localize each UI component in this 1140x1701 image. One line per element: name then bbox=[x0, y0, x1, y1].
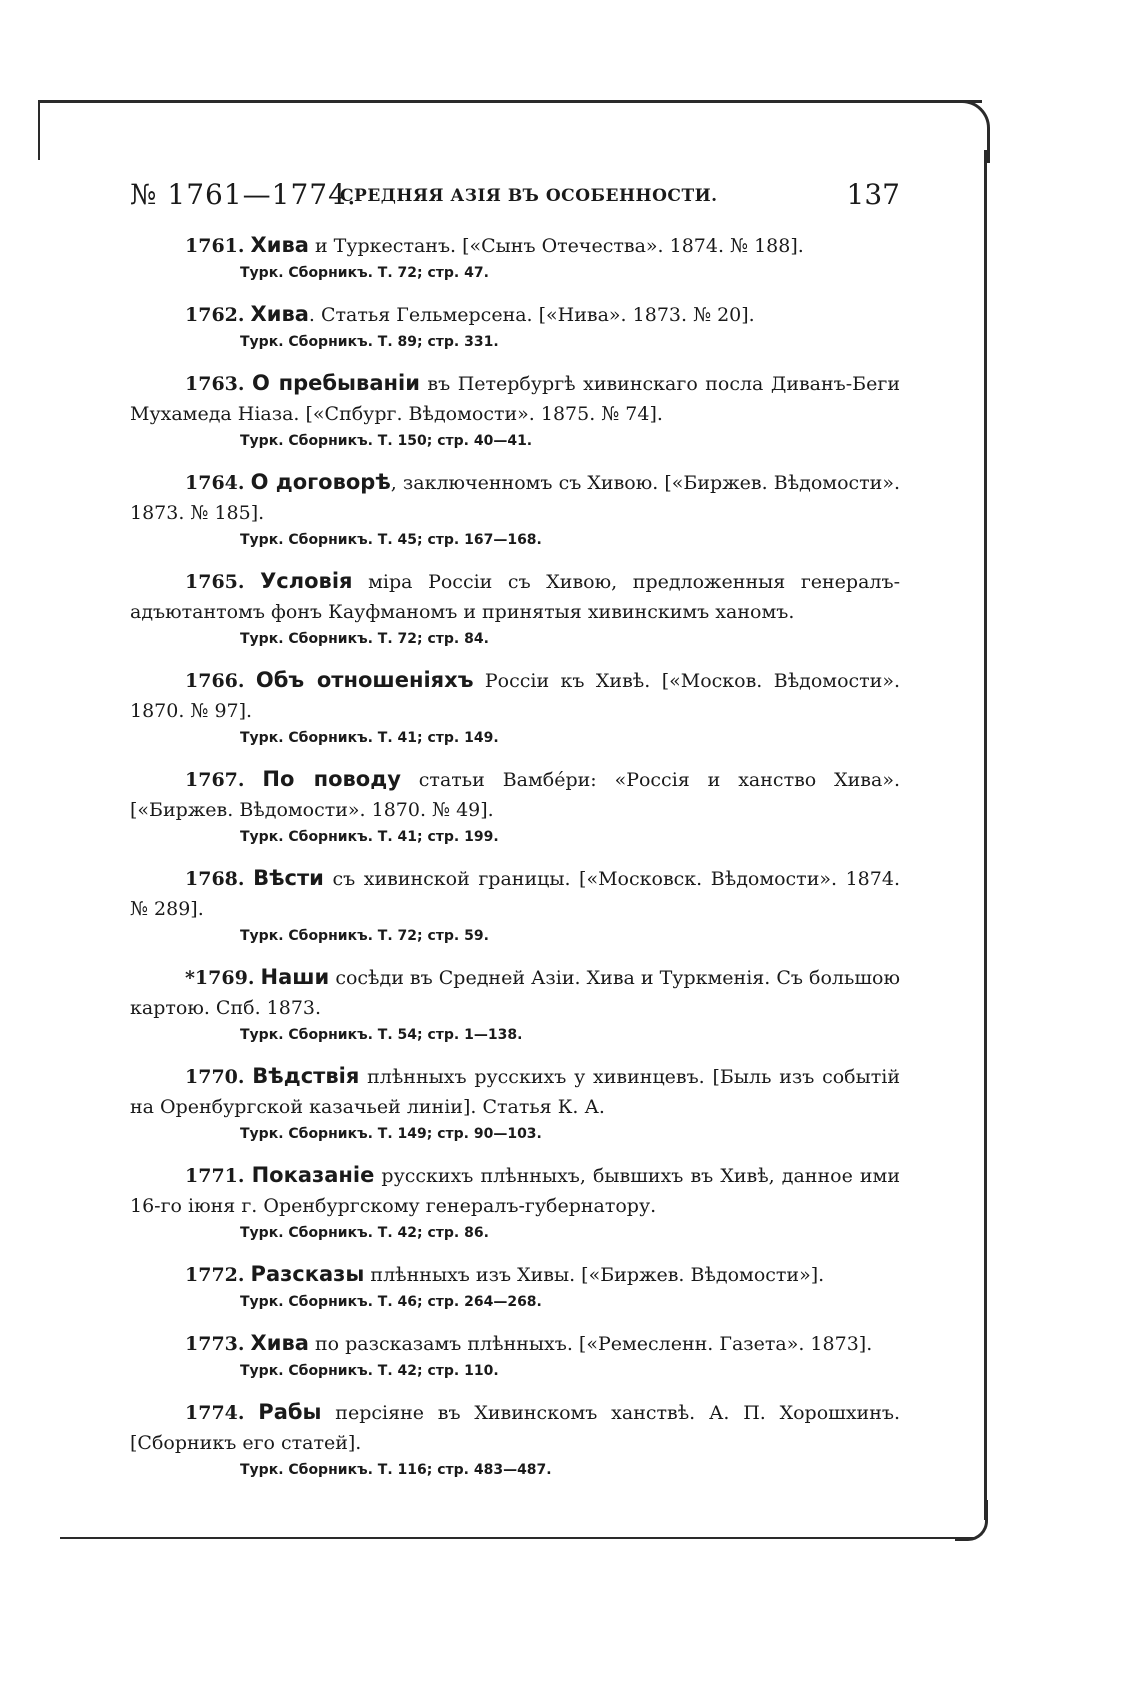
entry-text bbox=[130, 665, 900, 726]
entry-source: Турк. Сборникъ. Т. 54; стр. 1—138. bbox=[240, 1027, 523, 1043]
entry-source: Турк. Сборникъ. Т. 41; стр. 199. bbox=[240, 829, 499, 845]
entry-source: Турк. Сборникъ. Т. 45; стр. 167—168. bbox=[240, 532, 542, 548]
entry-body: въ Петербургѣ хивинскаго посла Диванъ-Беги Мухамеда Ніаза. [«Спбург. Вѣдомости». 1875. № 74]. bbox=[130, 373, 901, 425]
entry-source: Турк. Сборникъ. Т. 89; стр. 331. bbox=[240, 334, 499, 350]
entry-text bbox=[130, 230, 900, 261]
bibliography-entries bbox=[130, 230, 900, 1496]
entry-body: статьи Вамбéри: «Россія и ханство Хива». [«Биржев. Вѣдомости». 1870. № 49]. bbox=[130, 769, 900, 821]
entry-number: 1767. bbox=[185, 769, 245, 791]
entry-text bbox=[130, 467, 900, 528]
entry-1772 bbox=[130, 1259, 900, 1314]
entry-1773 bbox=[130, 1328, 900, 1383]
entry-body: съ хивинской границы. [«Московск. Вѣдомости». 1874. № 289]. bbox=[130, 868, 900, 920]
entry-1762 bbox=[130, 299, 900, 354]
entry-1764 bbox=[130, 467, 900, 552]
entry-keyword: По поводу bbox=[262, 767, 401, 791]
entry-text bbox=[130, 1397, 900, 1458]
entry-1769 bbox=[130, 962, 900, 1047]
entry-number: 1765. bbox=[185, 571, 245, 593]
frame-right-line bbox=[984, 150, 987, 1520]
entry-1767 bbox=[130, 764, 900, 849]
entry-number: 1761. bbox=[185, 235, 245, 257]
entry-source: Турк. Сборникъ. Т. 46; стр. 264—268. bbox=[240, 1294, 542, 1310]
entry-number: 1762. bbox=[185, 304, 245, 326]
entry-keyword: Хива bbox=[250, 233, 309, 257]
entry-text bbox=[130, 1328, 900, 1359]
entry-keyword: Объ отношеніяхъ bbox=[255, 668, 474, 692]
entry-number: 1773. bbox=[185, 1333, 245, 1355]
entry-text bbox=[130, 299, 900, 330]
entry-body: плѣнныхъ русскихъ у хивинцевъ. [Быль изъ событій на Оренбургской казачьей линіи]. Статья К. А. bbox=[130, 1066, 900, 1118]
entry-number: *1769. bbox=[185, 967, 255, 989]
entry-keyword: Наши bbox=[260, 965, 330, 989]
entry-keyword: О пребываніи bbox=[252, 371, 420, 395]
frame-bottom-line bbox=[60, 1537, 975, 1539]
entry-keyword: О договорѣ bbox=[250, 470, 391, 494]
entry-source: Турк. Сборникъ. Т. 42; стр. 110. bbox=[240, 1363, 499, 1379]
entry-source: Турк. Сборникъ. Т. 41; стр. 149. bbox=[240, 730, 499, 746]
entry-1774 bbox=[130, 1397, 900, 1482]
entry-body: сосѣди въ Средней Азіи. Хива и Туркменія. Съ большою картою. Спб. 1873. bbox=[130, 967, 900, 1019]
entry-keyword: Показаніе bbox=[251, 1163, 375, 1187]
entry-source: Турк. Сборникъ. Т. 42; стр. 86. bbox=[240, 1225, 489, 1241]
entry-keyword: Разсказы bbox=[250, 1262, 365, 1286]
entry-source: Турк. Сборникъ. Т. 149; стр. 90—103. bbox=[240, 1126, 542, 1142]
entry-1761 bbox=[130, 230, 900, 285]
entry-text bbox=[130, 1160, 900, 1221]
entry-source: Турк. Сборникъ. Т. 72; стр. 84. bbox=[240, 631, 489, 647]
entry-1763 bbox=[130, 368, 900, 453]
entry-1771 bbox=[130, 1160, 900, 1245]
entry-text bbox=[130, 368, 900, 429]
page-header bbox=[130, 178, 900, 218]
entry-text bbox=[130, 863, 900, 924]
entry-number: 1774. bbox=[185, 1402, 245, 1424]
header-section-title: СРЕДНЯЯ АЗІЯ ВЪ ОСОБЕННОСТИ. bbox=[340, 186, 718, 206]
entry-text bbox=[130, 764, 900, 825]
entry-keyword: Рабы bbox=[258, 1400, 322, 1424]
frame-left-line bbox=[38, 100, 40, 160]
entry-number: 1772. bbox=[185, 1264, 245, 1286]
entry-keyword: Вѣсти bbox=[253, 866, 324, 890]
header-entry-range: № 1761—1774. bbox=[130, 178, 357, 211]
entry-1768 bbox=[130, 863, 900, 948]
entry-number: 1763. bbox=[185, 373, 245, 395]
entry-number: 1766. bbox=[185, 670, 245, 692]
entry-body: по разсказамъ плѣнныхъ. [«Ремесленн. Газета». 1873]. bbox=[308, 1333, 873, 1355]
entry-number: 1764. bbox=[185, 472, 245, 494]
entry-source: Турк. Сборникъ. Т. 72; стр. 47. bbox=[240, 265, 489, 281]
entry-source: Турк. Сборникъ. Т. 72; стр. 59. bbox=[240, 928, 489, 944]
entry-1770 bbox=[130, 1061, 900, 1146]
entry-number: 1771. bbox=[185, 1165, 245, 1187]
entry-number: 1768. bbox=[185, 868, 245, 890]
entry-body: Россіи къ Хивѣ. [«Москов. Вѣдомости». 1870. № 97]. bbox=[130, 670, 900, 722]
page-number: 137 bbox=[846, 178, 900, 211]
entry-keyword: Хива bbox=[250, 302, 309, 326]
entry-body: персіяне въ Хивинскомъ ханствѣ. А. П. Хорошхинъ. [Сборникъ его статей]. bbox=[130, 1402, 900, 1454]
entry-body: и Туркестанъ. [«Сынъ Отечества». 1874. № 188]. bbox=[308, 235, 804, 257]
entry-keyword: Вѣдствія bbox=[252, 1064, 360, 1088]
entry-body: , заключенномъ съ Хивою. [«Биржев. Вѣдомости». 1873. № 185]. bbox=[130, 472, 901, 524]
entry-body: плѣнныхъ изъ Хивы. [«Биржев. Вѣдомости»]. bbox=[364, 1264, 825, 1286]
entry-text bbox=[130, 566, 900, 627]
entry-text bbox=[130, 962, 900, 1023]
entry-keyword: Хива bbox=[250, 1331, 309, 1355]
entry-body: русскихъ плѣнныхъ, бывшихъ въ Хивѣ, данное ими 16-го іюня г. Оренбургскому генералъ-губернатору. bbox=[130, 1165, 900, 1217]
entry-source: Турк. Сборникъ. Т. 116; стр. 483—487. bbox=[240, 1462, 552, 1478]
entry-number: 1770. bbox=[185, 1066, 245, 1088]
entry-text bbox=[130, 1061, 900, 1122]
entry-body: . Статья Гельмерсена. [«Нива». 1873. № 20]. bbox=[308, 304, 755, 326]
entry-1766 bbox=[130, 665, 900, 750]
entry-source: Турк. Сборникъ. Т. 150; стр. 40—41. bbox=[240, 433, 533, 449]
entry-body: міра Россіи съ Хивою, предложенныя генералъ-адъютантомъ фонъ Кауфманомъ и принятыя хивинскимъ ханомъ. bbox=[130, 571, 900, 623]
entry-text bbox=[130, 1259, 900, 1290]
entry-keyword: Условія bbox=[260, 569, 353, 593]
frame-bottom-right-corner bbox=[955, 1500, 988, 1541]
frame-top-line bbox=[40, 100, 982, 103]
entry-1765 bbox=[130, 566, 900, 651]
